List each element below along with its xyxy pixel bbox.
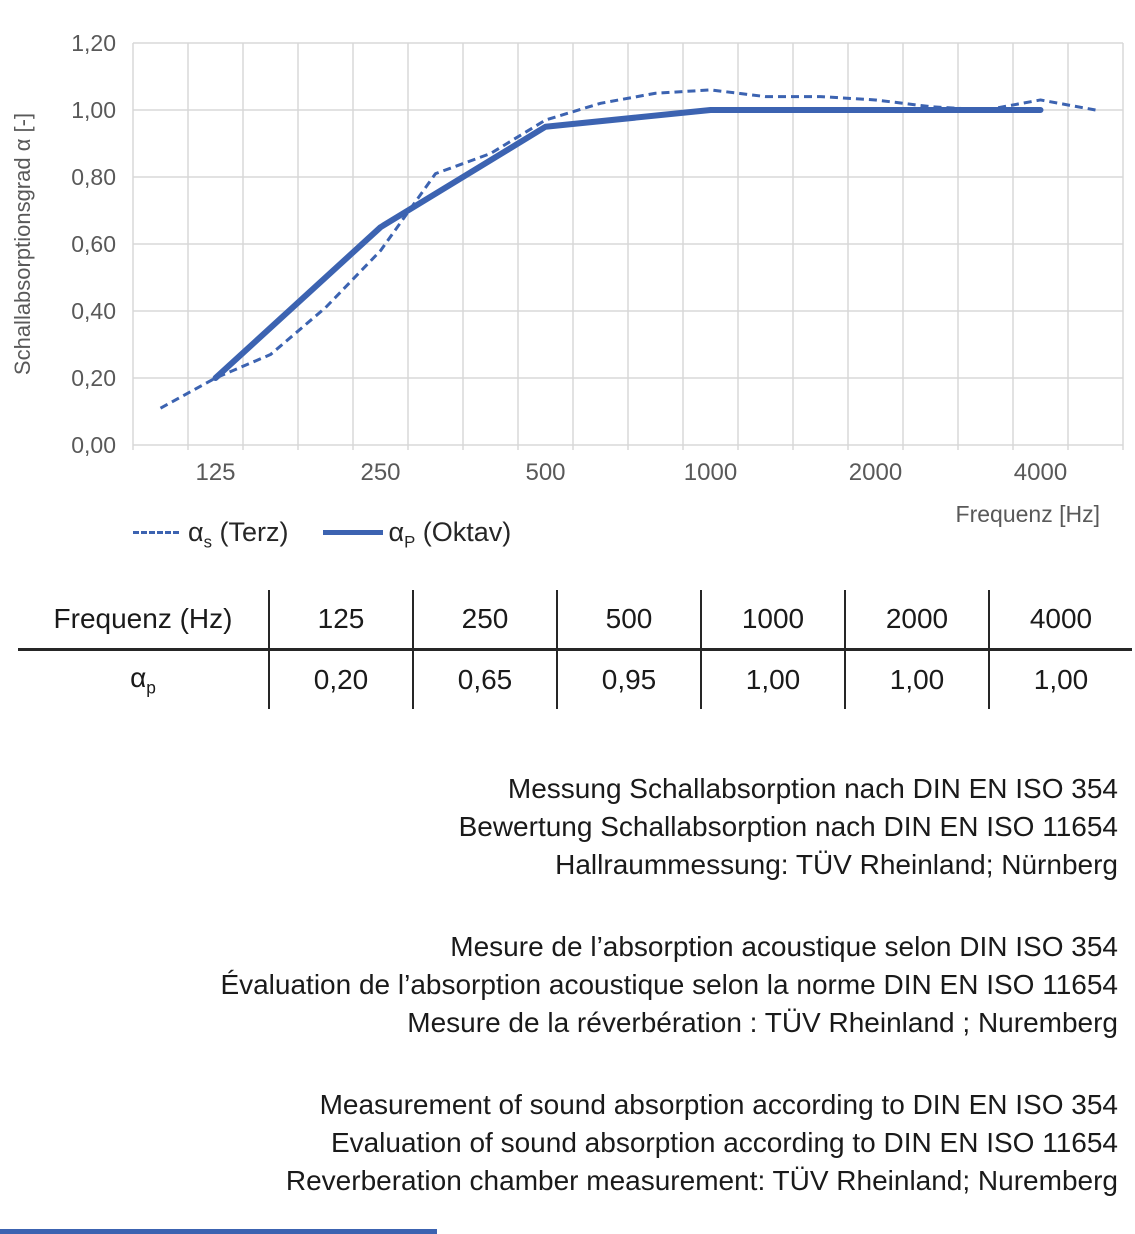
table-header-500: 500 [557, 590, 701, 650]
legend-entry-terz [133, 516, 289, 551]
table-header-row [18, 590, 1132, 650]
legend-entry-oktav [323, 516, 512, 551]
dashed-line-sample [133, 531, 179, 534]
table-header-1000: 1000 [701, 590, 845, 650]
note-german-line3: Hallraummessung: TÜV Rheinland; Nürnberg [555, 849, 1118, 880]
note-german [459, 770, 1118, 884]
svg-text:250: 250 [360, 459, 401, 486]
bottom-accent-bar [0, 1229, 437, 1234]
table-value-1000: 1,00 [701, 650, 845, 710]
svg-text:Frequenz [Hz]: Frequenz [Hz] [955, 501, 1100, 527]
svg-text:125: 125 [195, 459, 236, 486]
table-value-row [18, 650, 1132, 710]
table-value-2000: 1,00 [845, 650, 989, 710]
svg-text:1000: 1000 [683, 459, 738, 486]
note-french-line1: Mesure de l’absorption acoustique selon DIN ISO 354 [450, 931, 1118, 962]
table-value-125: 0,20 [269, 650, 413, 710]
svg-text:1,20: 1,20 [71, 30, 116, 56]
absorption-chart [0, 0, 1135, 560]
frequency-table [18, 590, 1132, 709]
solid-line-sample [323, 530, 383, 535]
svg-text:Schallabsorptionsgrad α [-]: Schallabsorptionsgrad α [-] [10, 112, 35, 376]
note-french-line2: Évaluation de l’absorption acoustique selon la norme DIN EN ISO 11654 [220, 969, 1118, 1000]
table-header-2000: 2000 [845, 590, 989, 650]
svg-text:2000: 2000 [848, 459, 903, 486]
table-header-4000: 4000 [989, 590, 1132, 650]
table-value-4000: 1,00 [989, 650, 1132, 710]
svg-text:4000: 4000 [1013, 459, 1068, 486]
note-english [286, 1086, 1118, 1200]
note-english-line3: Reverberation chamber measurement: TÜV Rheinland; Nuremberg [285, 1165, 1118, 1196]
note-german-line2: Bewertung Schallabsorption nach DIN EN ISO 11654 [458, 811, 1118, 842]
note-english-line2: Evaluation of sound absorption according to DIN EN ISO 11654 [330, 1127, 1118, 1158]
svg-text:1,00: 1,00 [71, 97, 116, 123]
note-german-line1: Messung Schallabsorption nach DIN EN ISO 354 [507, 773, 1118, 804]
legend-label-terz: $\alpha_s$ (Terz) [188, 516, 289, 551]
svg-text:0,40: 0,40 [71, 298, 116, 324]
table-value-250: 0,65 [413, 650, 557, 710]
chart-legend [133, 512, 511, 552]
note-english-line1: Measurement of sound absorption according to DIN EN ISO 354 [319, 1089, 1118, 1120]
legend-label-oktav: $\alpha_P$ (Oktav) [388, 516, 512, 551]
table-row-label-alpha-p: $\alpha_p$ [130, 661, 156, 698]
note-french-line3: Mesure de la réverbération : TÜV Rheinland ; Nuremberg [407, 1007, 1118, 1038]
svg-text:0,20: 0,20 [71, 365, 116, 391]
svg-text:500: 500 [525, 459, 566, 486]
table-header-250: 250 [413, 590, 557, 650]
svg-text:0,60: 0,60 [71, 231, 116, 257]
table-header-frequency: Frequenz (Hz) [18, 590, 269, 650]
table-value-500: 0,95 [557, 650, 701, 710]
svg-text:0,00: 0,00 [71, 432, 116, 458]
table-header-125: 125 [269, 590, 413, 650]
svg-text:0,80: 0,80 [71, 164, 116, 190]
note-french [220, 928, 1118, 1042]
